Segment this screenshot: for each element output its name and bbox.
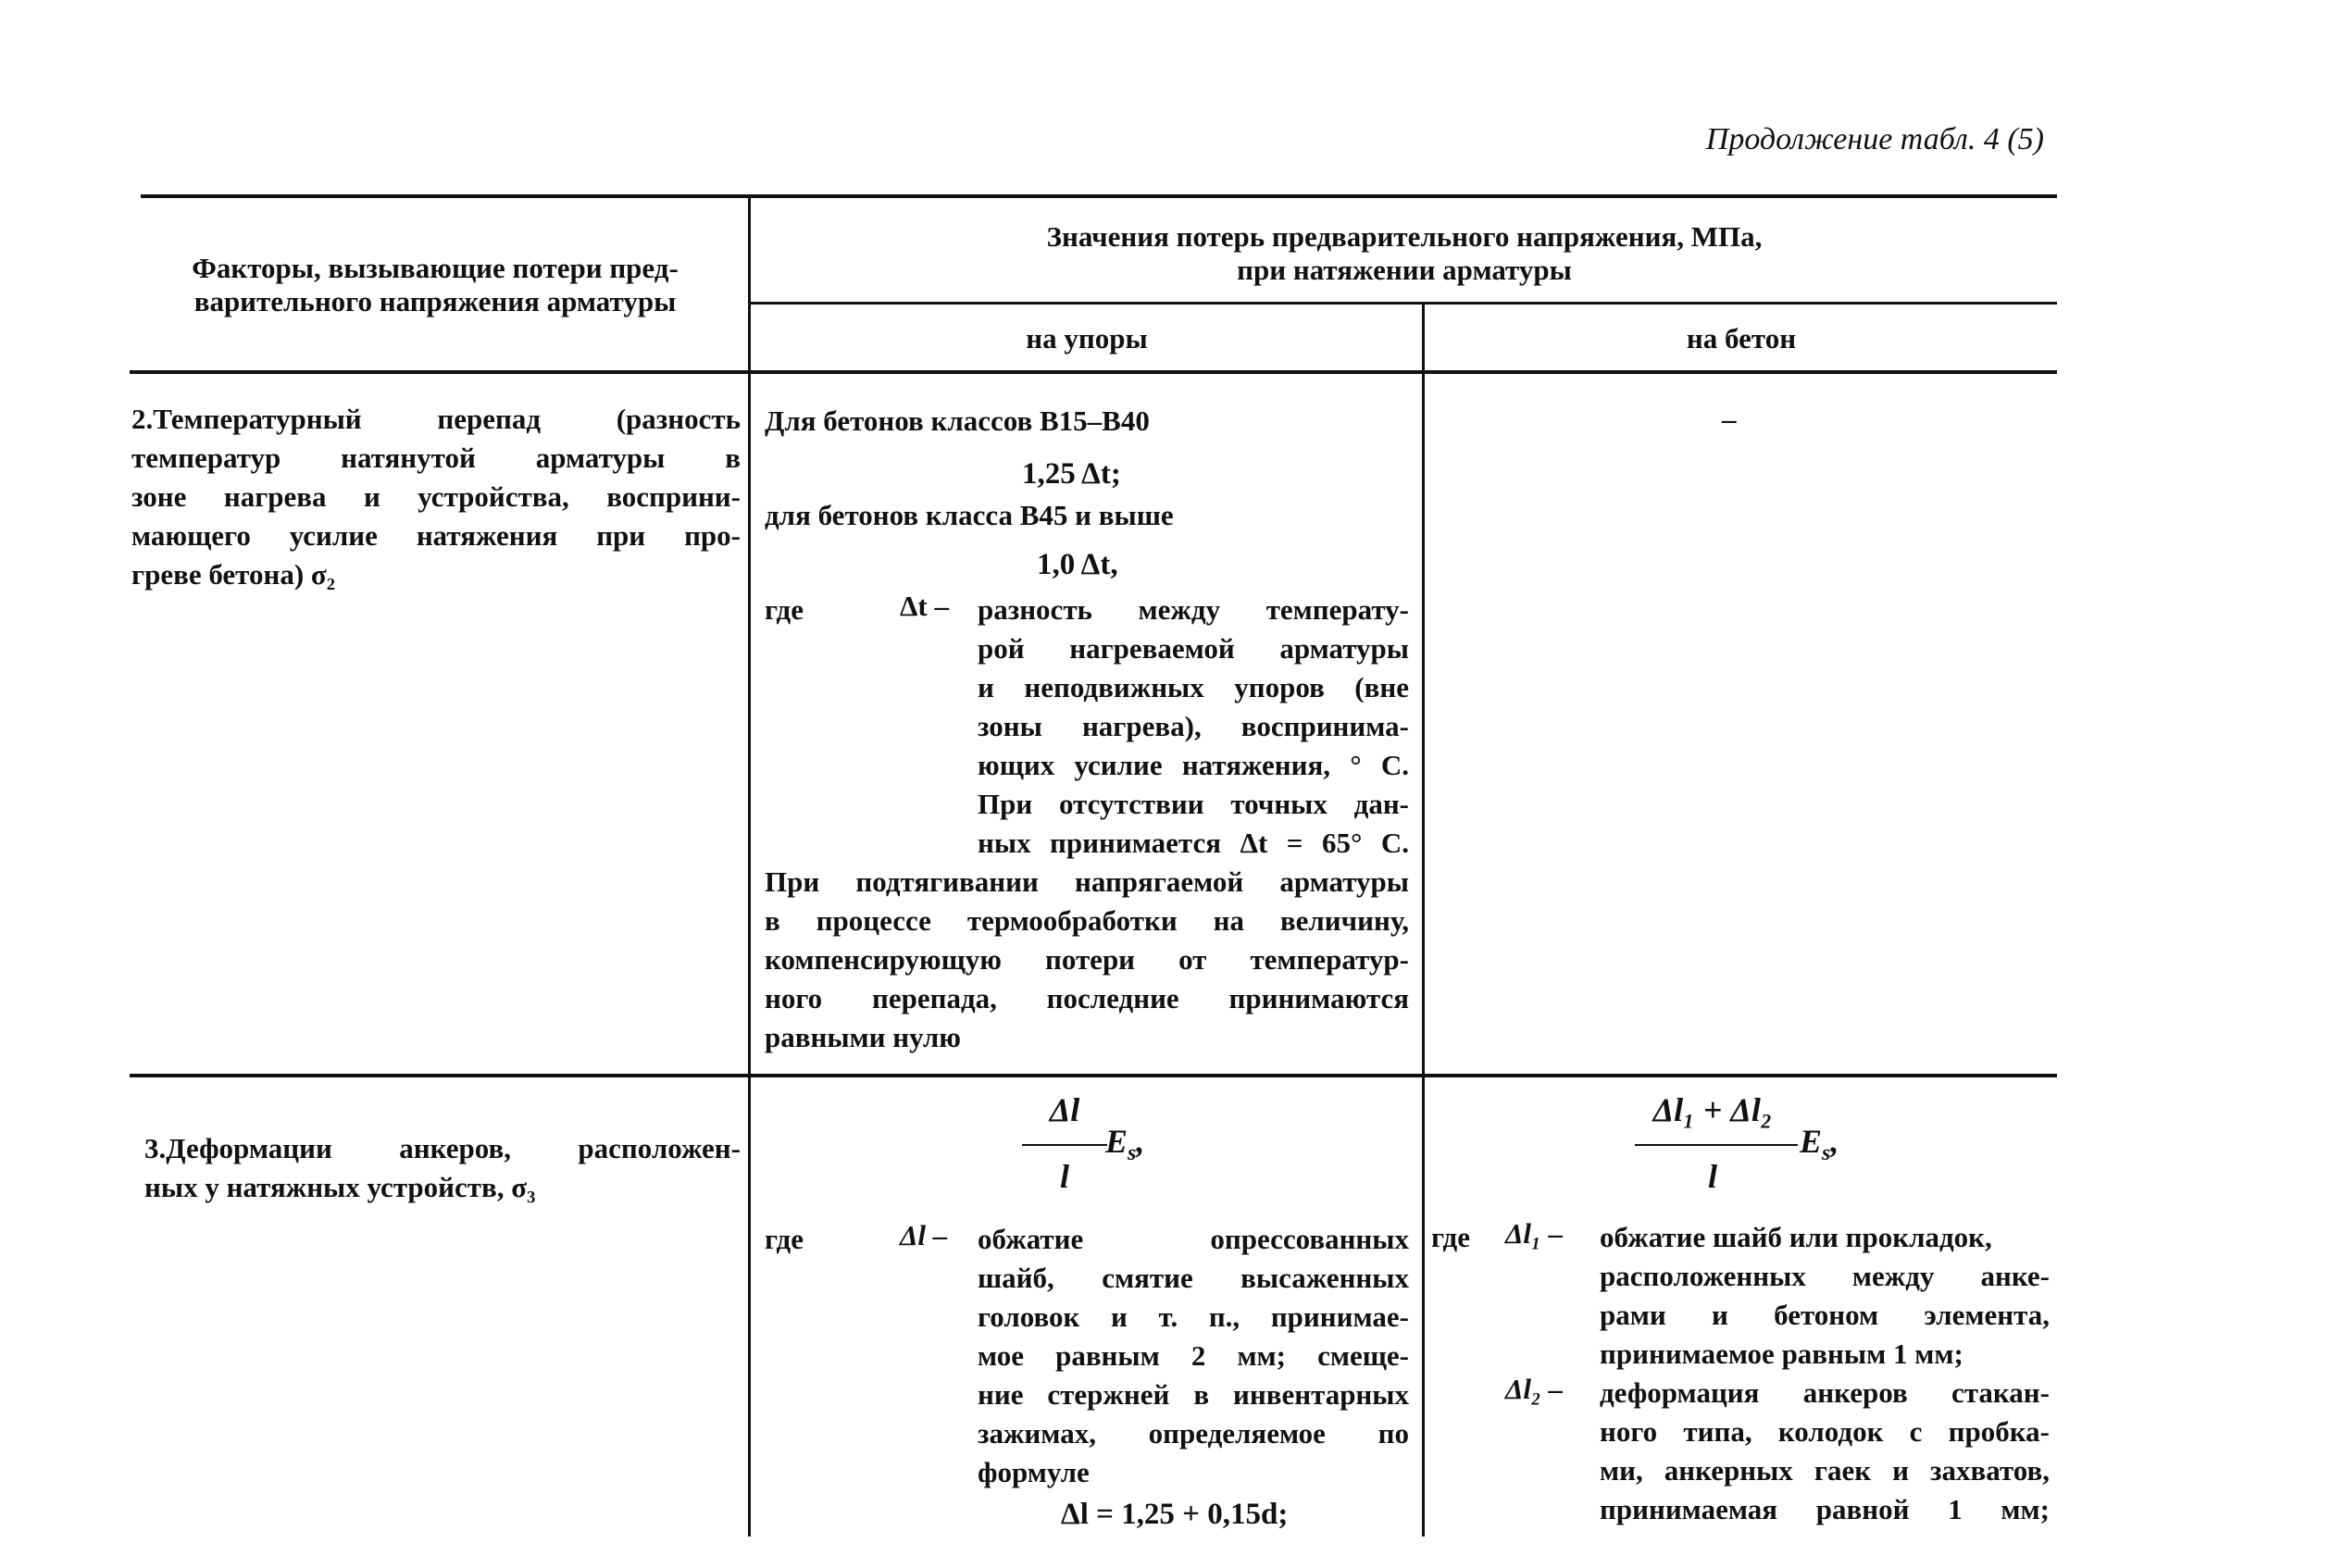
row3-delta-l-definition — [978, 1220, 1409, 1492]
header-group-line: Значения потерь предварительного напряжения, МПа, — [1046, 220, 1763, 253]
row2-upory-formula2: 1,0 Δt, — [1037, 548, 1118, 581]
header-bottom-rule — [130, 370, 2057, 374]
row3-upory-numerator: Δl — [1049, 1091, 1080, 1128]
row2-def-line: разность между температу- — [978, 593, 1409, 626]
row3-beton-fraction-bar — [1635, 1144, 1798, 1146]
header-na-upory: на упоры — [1026, 322, 1148, 355]
row3-factor-line: ных у натяжных устройств, σ₃ — [144, 1171, 536, 1203]
header-losses-group — [752, 220, 2057, 287]
header-na-beton: на бетон — [1686, 322, 1797, 355]
row2-def-line: При отсутствии точных дан- — [978, 788, 1409, 820]
row3-upory-es: $E_s$, — [1105, 1123, 1145, 1166]
row-separator-rule — [130, 1074, 2057, 1077]
row3-def-line: зажимах, определяемое по — [978, 1417, 1409, 1450]
row2-upory-formula1: 1,25 Δt; — [1022, 457, 1121, 491]
row2-def-line: и неподвижных упоров (вне — [978, 671, 1409, 703]
es-letter: E — [1105, 1123, 1128, 1160]
row2-factor-line: греве бетона) σ₂ — [131, 558, 336, 591]
row3-def-line: формуле — [978, 1456, 1090, 1488]
row2-factor-line: 2.Температурный перепад (разность — [131, 403, 741, 435]
row3-beton-def-line: ного типа, колодок с пробка- — [1600, 1415, 2050, 1448]
row2-delta-t-definition — [978, 591, 1409, 863]
row3-upory-fraction-bar — [1022, 1144, 1107, 1146]
row3-gde: где — [765, 1223, 804, 1255]
row2-upory-line1: Для бетонов классов В15–В40 — [765, 404, 1150, 437]
row2-tail-line: равными нулю — [765, 1021, 961, 1053]
row3-delta-l-symbol: Δl – — [900, 1219, 948, 1251]
table-top-rule — [141, 194, 2057, 198]
row3-beton-denominator: l — [1707, 1158, 1717, 1195]
row3-beton-gde: где — [1431, 1221, 1470, 1253]
row2-def-line: ющих усилие натяжения, ° С. — [978, 749, 1409, 781]
row2-factor-line: мающего усилие натяжения при про- — [131, 519, 741, 552]
row3-beton-def-line: ми, анкерных гаек и захватов, — [1600, 1454, 2050, 1487]
row3-def-line: обжатие опрессованных — [978, 1223, 1409, 1255]
row3-delta-l1-definition — [1600, 1218, 2050, 1374]
row3-beton-def-line: принимаемое равным 1 мм; — [1600, 1338, 1963, 1370]
row3-factor — [144, 1129, 741, 1207]
row2-tail-line: При подтягивании напрягаемой арматуры — [765, 865, 1409, 898]
row3-beton-def-line: принимаемая равной 1 мм; — [1600, 1493, 2050, 1525]
row3-beton-def-line: деформация анкеров стакан- — [1600, 1376, 2050, 1409]
row3-delta-l1-symbol: Δl₁ – — [1505, 1217, 1564, 1250]
row3-factor-line: 3.Деформации анкеров, расположен- — [144, 1132, 741, 1164]
row3-def-line: шайб, смятие высаженных — [978, 1262, 1409, 1294]
row3-delta-l2-definition — [1600, 1374, 2050, 1529]
row3-beton-def-line: рами и бетоном элемента, — [1600, 1299, 2050, 1331]
row3-delta-l-formula: Δl = 1,25 + 0,15d; — [1061, 1498, 1289, 1531]
row2-def-line: рой нагреваемой арматуры — [978, 632, 1409, 665]
row2-upory-line2: для бетонов класса В45 и выше — [765, 499, 1174, 531]
row2-upory-tail — [765, 863, 1409, 1057]
table-caption: Продолжение табл. 4 (5) — [1705, 122, 2044, 156]
row2-def-line: ных принимается Δt = 65° С. — [978, 827, 1409, 859]
header-group-line: при натяжении арматуры — [1237, 254, 1572, 286]
row2-factor-line: температур натянутой арматуры в — [131, 442, 741, 474]
header-factors-line: варительного напряжения арматуры — [193, 285, 677, 317]
row2-gde: где — [765, 593, 804, 626]
header-factors — [139, 252, 731, 318]
row2-tail-line: компенсирующую потери от температур- — [765, 943, 1409, 976]
row3-upory-denominator: l — [1059, 1158, 1069, 1195]
row3-beton-def-line: обжатие шайб или прокладок, — [1600, 1221, 1992, 1253]
row3-beton-def-line: расположенных между анке- — [1600, 1260, 2050, 1292]
row3-def-line: ние стержней в инвентарных — [978, 1378, 1409, 1411]
row3-def-line: мое равным 2 мм; смеще- — [978, 1339, 1409, 1372]
row3-beton-numerator: Δl₁ + Δl₂ — [1652, 1091, 1773, 1128]
es-letter: E — [1800, 1123, 1823, 1160]
row2-factor — [131, 400, 741, 594]
es-subscript: s — [1822, 1141, 1831, 1166]
row2-delta-t-symbol: Δt – — [900, 590, 950, 622]
es-subscript: s — [1128, 1141, 1137, 1166]
row2-factor-line: зоне нагрева и устройства, восприни- — [131, 480, 741, 513]
row2-tail-line: ного перепада, последние принимаются — [765, 982, 1409, 1014]
row3-delta-l2-symbol: Δl₂ – — [1505, 1373, 1564, 1405]
row2-tail-line: в процессе термообработки на величину, — [765, 904, 1409, 937]
row2-beton-dash: – — [1722, 403, 1737, 435]
row3-beton-es: $E_s$, — [1800, 1123, 1839, 1166]
subheader-rule — [750, 302, 2057, 305]
row3-def-line: головок и т. п., принимае- — [978, 1300, 1409, 1333]
row2-def-line: зоны нагрева), воспринима- — [978, 710, 1409, 742]
column-divider-2 — [1422, 302, 1425, 1537]
column-divider-1 — [748, 194, 751, 1537]
header-factors-line: Факторы, вызывающие потери пред- — [192, 252, 679, 284]
